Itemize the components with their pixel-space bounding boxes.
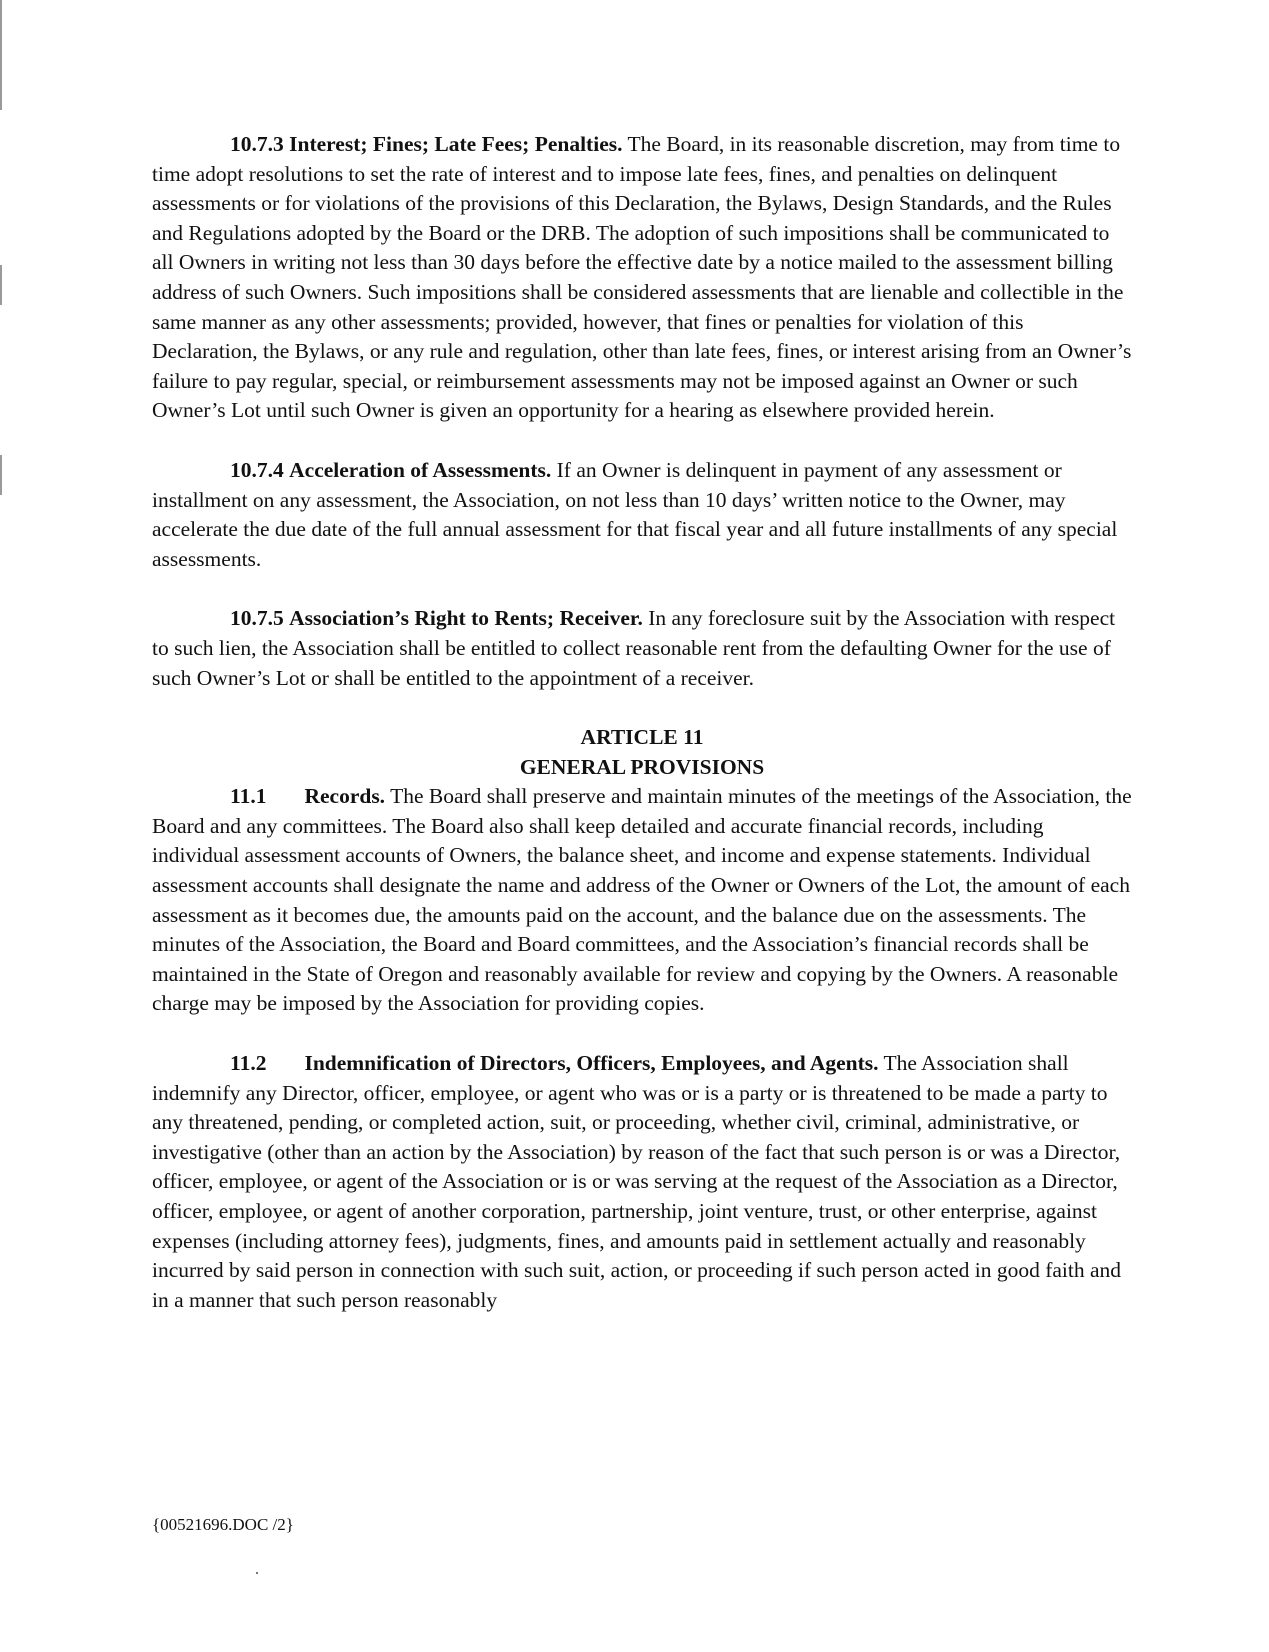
spacer: [152, 426, 1132, 456]
section-10-7-4-body: If an Owner is delinquent in payment of any assessment or installment on any assessment, the Association, on not less than 10 days’ written notice to the Owner, may accelerate the due date of the full annual assessment for that fiscal year and all future installments of any special assessments.: [152, 457, 1118, 571]
section-11-1-number: 11.1: [230, 784, 267, 809]
section-10-7-3-body: The Board, in its reasonable discretion, may from time to time adopt resolutions to set the rate of interest and to impose late fees, fines, and penalties on delinquent assessments or for violations of the provisions of this Declaration, the Bylaws, Design Standards, and the Rules and Regulations adopted by the Board or the DRB. The adoption of such impositions shall be communicated to all Owners in writing not less than 30 days before the effective date by a notice mailed to the assessment billing address of such Owners. Such impositions shall be considered assessments that are lienable and collectible in the same manner as any other assessments; provided, however, that fines or penalties for violation of this Declaration, the Bylaws, or any rule and regulation, other than late fees, fines, or interest arising from an Owner’s failure to pay regular, special, or reimbursement assessments may not be imposed against an Owner or such Owner’s Lot until such Owner is given an opportunity for a hearing as elsewhere provided herein.: [152, 132, 1132, 423]
section-11-1-body: The Board shall preserve and maintain minutes of the meetings of the Association, the Board and any committees. The Board also shall keep detailed and accurate financial records, including individual assessment accounts of Owners, the balance sheet, and income and expense statements. Individual assessment accounts shall designate the name and address of the Owner or Owners of the Lot, the amount of each assessment as it becomes due, the amounts paid on the account, and the balance due on the assessments. The minutes of the Association, the Board and Board committees, and the Association’s financial records shall be maintained in the State of Oregon and reasonably available for review and copying by the Owners. A reasonable charge may be imposed by the Association for providing copies.: [152, 784, 1132, 1016]
section-10-7-5: [152, 604, 1132, 693]
section-10-7-3-number: 10.7.3: [230, 132, 284, 156]
scan-edge-mark-mid: [0, 265, 2, 305]
section-11-2-number: 11.2: [230, 1051, 267, 1076]
section-11-2: [152, 1049, 1132, 1315]
section-10-7-5-heading: Association’s Right to Rents; Receiver.: [289, 606, 643, 631]
spacer: [152, 1019, 1132, 1049]
section-11-2-heading: Indemnification of Directors, Officers, Employees, and Agents.: [304, 1051, 879, 1076]
section-10-7-3-heading: Interest; Fines; Late Fees; Penalties.: [289, 132, 623, 156]
section-10-7-3: [152, 130, 1132, 426]
document-page: [152, 130, 1132, 1315]
section-10-7-4: [152, 456, 1132, 574]
section-10-7-4-number: 10.7.4: [230, 457, 284, 482]
document-id-footer: {00521696.DOC /2}: [152, 1515, 294, 1534]
scan-edge-mark-top: [0, 0, 2, 110]
scan-speck: [256, 1572, 258, 1574]
section-10-7-4-heading: Acceleration of Assessments.: [289, 457, 552, 482]
spacer: [152, 574, 1132, 604]
section-10-7-5-body: In any foreclosure suit by the Association with respect to such lien, the Association shall be entitled to collect reasonable rent from the defaulting Owner for the use of such Owner’s Lot or shall be entitled to the appointment of a receiver.: [152, 606, 1116, 690]
spacer: [152, 693, 1132, 723]
section-10-7-5-number: 10.7.5: [230, 606, 284, 631]
section-11-1-heading: Records.: [304, 784, 386, 809]
section-11-1: [152, 782, 1132, 1019]
article-title: GENERAL PROVISIONS: [519, 754, 765, 779]
scan-edge-mark-low: [0, 455, 2, 495]
section-11-2-body: The Association shall indemnify any Director, officer, employee, or agent who was or is a party or is threatened to be made a party to any threatened, pending, or completed action, suit, or proceeding, whether civil, criminal, administrative, or investigative (other than an action by the Association) by reason of the fact that such person is or was a Director, officer, employee, or agent of the Association or is or was serving at the request of the Association as a Director, officer, employee, or agent of another corporation, partnership, joint venture, trust, or other enterprise, against expenses (including attorney fees), judgments, fines, and amounts paid in settlement actually and reasonably incurred by said person in connection with such suit, action, or proceeding if such person acted in good faith and in a manner that such person reasonably: [152, 1051, 1122, 1312]
article-label: ARTICLE 11: [580, 725, 704, 750]
